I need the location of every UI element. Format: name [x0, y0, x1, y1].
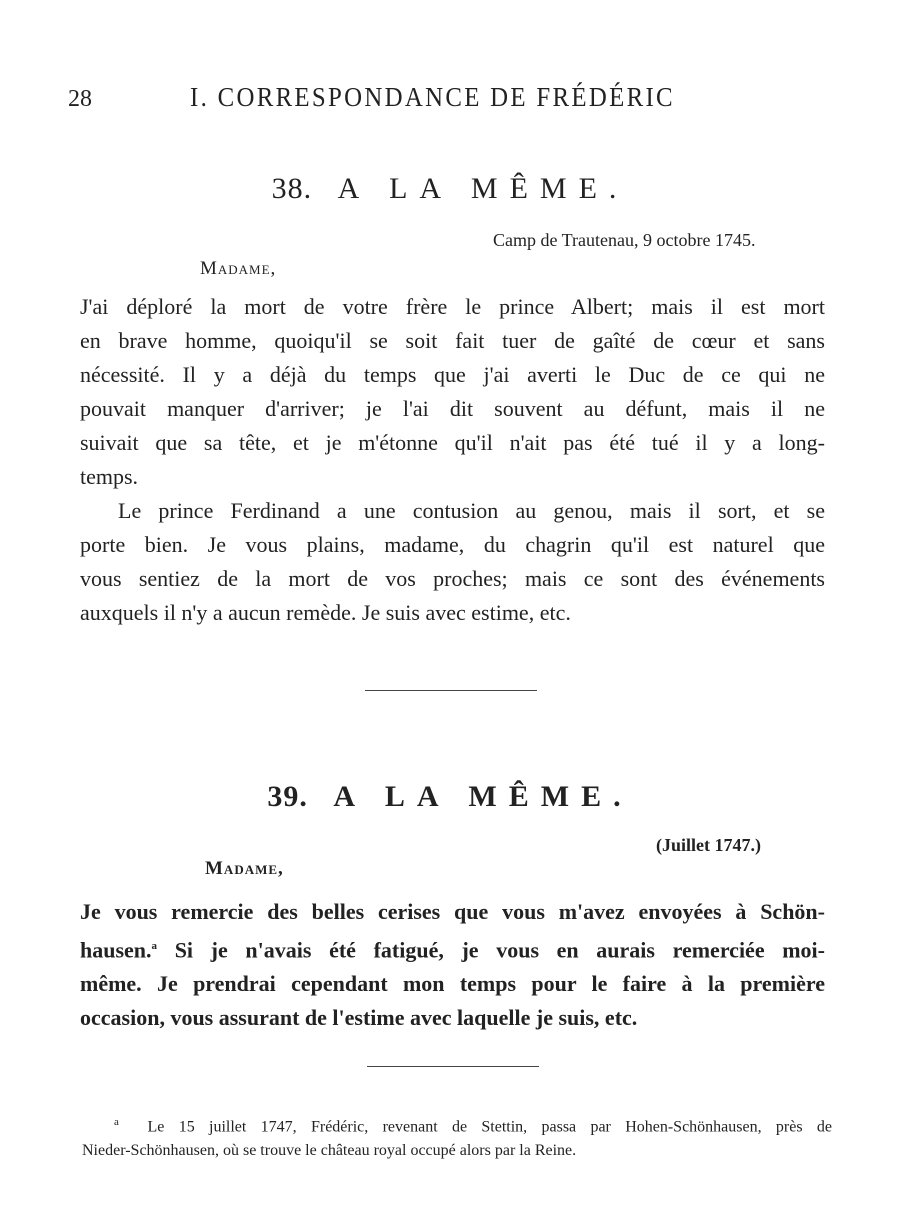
- text-line: temps.: [80, 464, 139, 489]
- text-segment: hausen.: [80, 937, 152, 963]
- footnote-line: Nieder-Schönhausen, où se trouve le château royal occupé alors par la Reine.: [82, 1142, 577, 1160]
- letter-number: 39.: [267, 780, 308, 813]
- text-line: J'ai déploré la mort de votre frère le prince Albert; mais il est mort: [80, 294, 825, 319]
- divider: [365, 690, 537, 691]
- text-line: même. Je prendrai cependant mon temps pour le faire à la première: [80, 971, 825, 997]
- letter-heading: A LA MÊME.: [333, 780, 633, 813]
- letter-38-body: [80, 290, 825, 630]
- text-line: [80, 929, 825, 967]
- footnote-marker: a: [114, 1116, 119, 1128]
- salutation: Madame,: [200, 258, 277, 279]
- text-line: vous sentiez de la mort de vos proches; mais ce sont des événements: [80, 566, 825, 591]
- text-segment: Si je n'avais été fatigué, je vous en aurais remerciée moi-: [157, 937, 825, 963]
- text-segment: Le 15 juillet 1747, Frédéric, revenant de Stettin, passa par Hohen-Schönhausen, près de: [147, 1118, 832, 1136]
- letter-number: 38.: [271, 172, 313, 205]
- text-line: auxquels il n'y a aucun remède. Je suis avec estime, etc.: [80, 600, 571, 625]
- text-line: Le prince Ferdinand a une contusion au genou, mais il sort, et se: [118, 498, 825, 523]
- divider: [367, 1066, 539, 1067]
- letter-38-title: [0, 172, 900, 206]
- footnote-line: [82, 1110, 832, 1139]
- text-line: occasion, vous assurant de l'estime avec laquelle je suis, etc.: [80, 1005, 638, 1031]
- page-number: 28: [68, 86, 92, 112]
- text-line: pouvait manquer d'arriver; je l'ai dit souvent au défunt, mais il ne: [80, 396, 825, 421]
- letter-39-body: [80, 895, 825, 1035]
- text-line: nécessité. Il y a déjà du temps que j'ai averti le Duc de ce qui ne: [80, 362, 825, 387]
- text-line: Je vous remercie des belles cerises que vous m'avez envoyées à Schön-: [80, 899, 825, 924]
- footnote-ref[interactable]: a: [151, 940, 158, 952]
- letter-39-title: [0, 780, 900, 814]
- text-line: suivait que sa tête, et je m'étonne qu'il n'ait pas été tué il y a long-: [80, 430, 825, 455]
- footnote: [82, 1110, 832, 1163]
- letter-heading: A LA MÊME.: [337, 172, 629, 205]
- salutation: Madame,: [205, 858, 284, 879]
- text-line: en brave homme, quoiqu'il se soit fait tuer de gaîté de cœur et sans: [80, 328, 825, 353]
- letter-date: (Juillet 1747.): [656, 835, 761, 855]
- text-line: porte bien. Je vous plains, madame, du chagrin qu'il est naturel que: [80, 532, 825, 557]
- letter-date: Camp de Trautenau, 9 octobre 1745.: [493, 230, 756, 250]
- running-title: I. CORRESPONDANCE DE FRÉDÉRIC: [190, 82, 675, 112]
